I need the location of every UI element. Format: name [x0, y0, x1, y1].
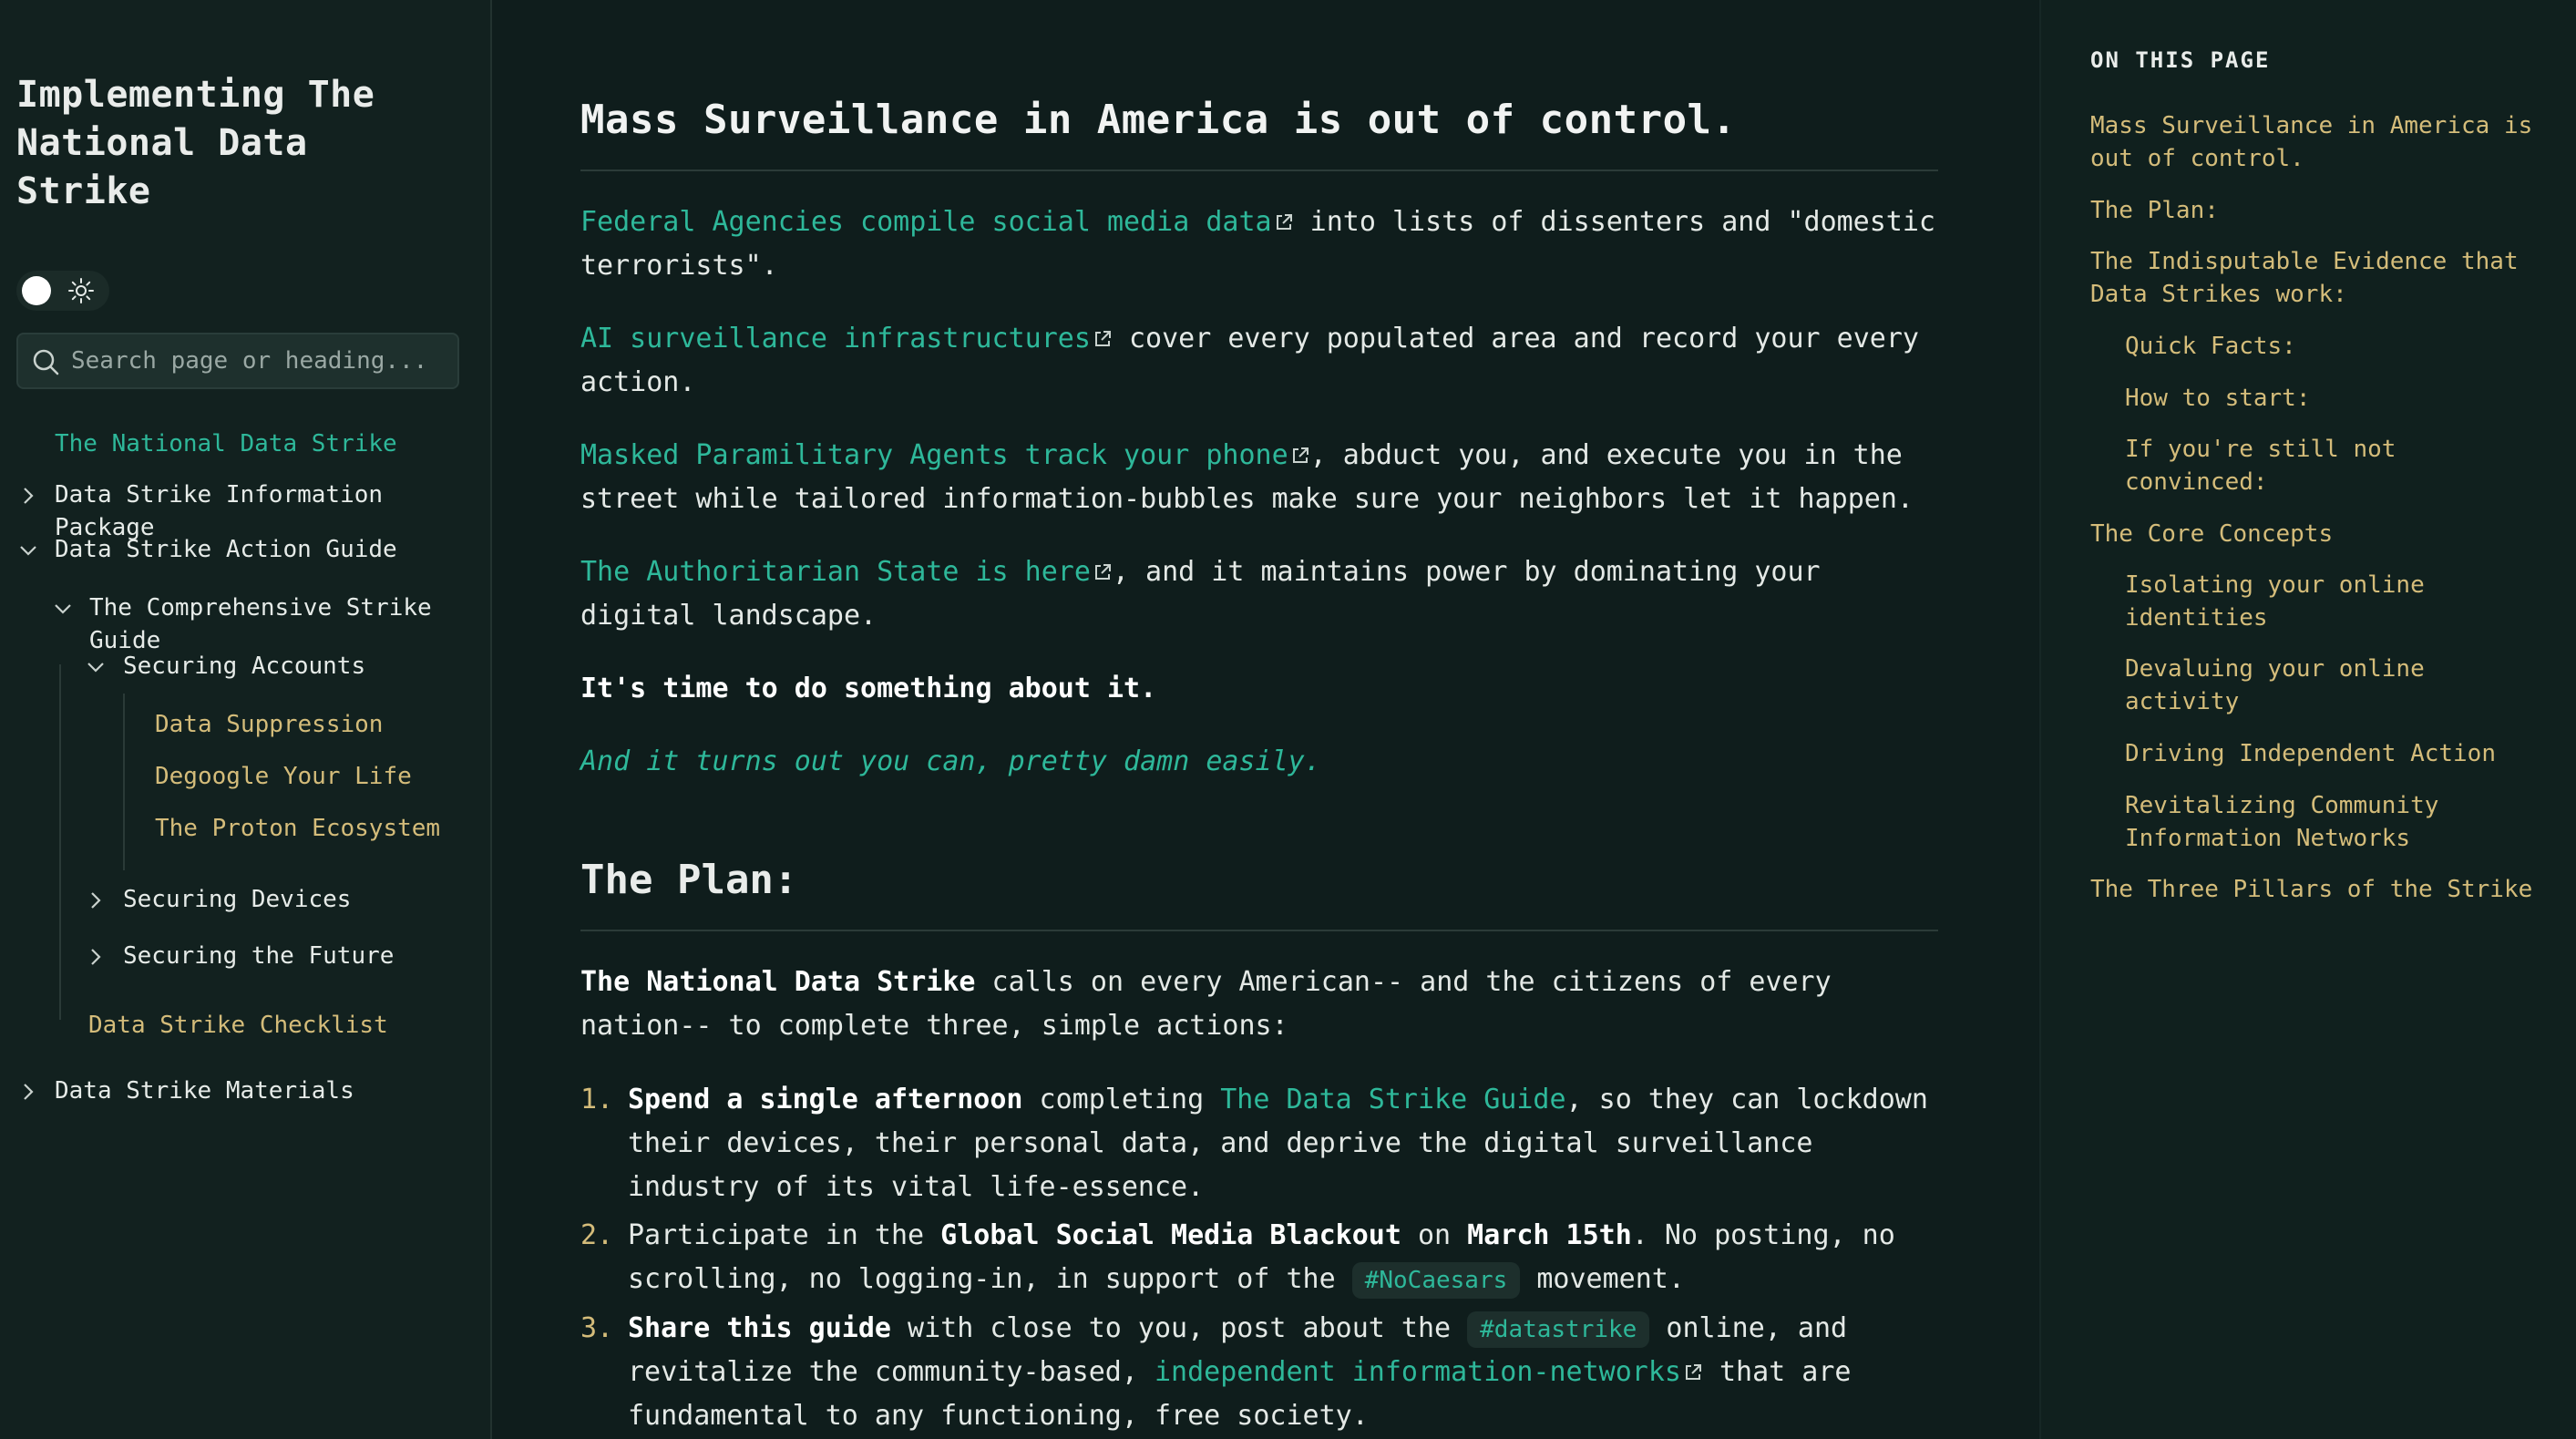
- toc-item[interactable]: The Core Concepts: [2090, 520, 2334, 548]
- link-info-networks[interactable]: independent information-networks: [1155, 1356, 1703, 1388]
- search-input[interactable]: [71, 334, 454, 387]
- step-number: 2.: [580, 1219, 614, 1251]
- chevron-down-icon[interactable]: [53, 599, 73, 619]
- paragraph-1-text: into lists of dissenters and "domestic terrorists".: [580, 206, 1935, 282]
- sidebar-nav: [16, 411, 472, 1231]
- toc-item[interactable]: Revitalizing Community Information Networks: [2125, 792, 2439, 852]
- paragraph-2: [580, 317, 1938, 405]
- hashtag-nocaesars[interactable]: #NoCaesars: [1352, 1262, 1521, 1299]
- step-number: 3.: [580, 1312, 614, 1344]
- chevron-right-icon[interactable]: [86, 890, 106, 910]
- chevron-down-icon[interactable]: [18, 540, 38, 560]
- chevron-right-icon[interactable]: [18, 486, 38, 506]
- hashtag-datastrike[interactable]: #datastrike: [1467, 1311, 1649, 1348]
- paragraph-4: [580, 550, 1938, 638]
- nav-info-package[interactable]: Data Strike Information Package: [55, 481, 384, 541]
- nav-materials[interactable]: Data Strike Materials: [55, 1077, 354, 1105]
- toc-item[interactable]: The Three Pillars of the Strike: [2090, 876, 2533, 903]
- plan-intro: [580, 961, 1938, 1048]
- step-3-text: Share this guide with close to you, post about the #datastrike online, and revitalize the community-based, independent information-networks that are fundamental to any functioning, free society.: [628, 1312, 1852, 1432]
- theme-toggle[interactable]: [16, 271, 109, 311]
- sun-icon: [67, 277, 95, 304]
- step-2-text: Participate in the Global Social Media Blackout on March 15th. No posting, no scrolling, no logging-in, in support of the #NoCaesars movement.: [628, 1214, 1940, 1301]
- nav-securing-future[interactable]: Securing the Future: [123, 942, 395, 970]
- toc-item[interactable]: How to start:: [2125, 385, 2311, 412]
- section-divider: [580, 930, 1938, 931]
- tree-line: [59, 664, 61, 1020]
- nav-action-guide[interactable]: Data Strike Action Guide: [55, 536, 397, 563]
- chevron-down-icon[interactable]: [86, 657, 106, 677]
- search-icon: [31, 347, 60, 376]
- paragraph-3: [580, 434, 1938, 521]
- toc-item[interactable]: If you're still not convinced:: [2125, 436, 2396, 496]
- link-federal-agencies[interactable]: Federal Agencies compile social media data: [580, 206, 1294, 238]
- plan-intro-text: calls on every American-- and the citizens of every nation-- to complete three, simple actions:: [580, 966, 1832, 1042]
- sidebar: [0, 0, 492, 1439]
- nav-home[interactable]: The National Data Strike: [55, 430, 397, 457]
- nav-securing-devices[interactable]: Securing Devices: [123, 886, 352, 913]
- paragraph-4-text: , and it maintains power by dominating your digital landscape.: [580, 556, 1821, 632]
- heading-divider: [580, 170, 1938, 171]
- nav-proton[interactable]: The Proton Ecosystem: [155, 815, 441, 842]
- paragraph-3-text: , abduct you, and execute you in the street while tailored information-bubbles make sure your neighbors let it happen.: [580, 439, 1914, 515]
- page-heading: Mass Surveillance in America is out of control.: [580, 97, 1737, 143]
- toc-item[interactable]: Quick Facts:: [2125, 333, 2296, 360]
- search-box[interactable]: [16, 333, 459, 389]
- toc-item[interactable]: Isolating your online identities: [2125, 571, 2425, 632]
- toc-item[interactable]: Driving Independent Action: [2125, 740, 2496, 767]
- nav-degoogle[interactable]: Degoogle Your Life: [155, 763, 412, 790]
- step-1-text: Spend a single afternoon completing The Data Strike Guide, so they can lockdown their devices, their personal data, and deprive the digital surveillance industry of its vital life-essence.: [628, 1084, 1928, 1203]
- toc-item[interactable]: Devaluing your online activity: [2125, 655, 2425, 715]
- call-to-action: It's time to do something about it.: [580, 673, 1157, 704]
- link-data-strike-guide[interactable]: The Data Strike Guide: [1220, 1084, 1566, 1115]
- toc-item[interactable]: The Indisputable Evidence that Data Strikes work:: [2090, 248, 2519, 308]
- theme-knob: [22, 276, 51, 305]
- table-of-contents: [2039, 0, 2576, 1439]
- site-title[interactable]: Implementing The National Data Strike: [16, 74, 375, 212]
- external-link-icon: [1274, 212, 1294, 232]
- toc-item[interactable]: The Plan:: [2090, 197, 2219, 224]
- nav-data-suppression[interactable]: Data Suppression: [155, 711, 384, 738]
- chevron-right-icon[interactable]: [18, 1082, 38, 1102]
- external-link-icon: [1093, 562, 1113, 582]
- external-link-icon: [1093, 329, 1113, 349]
- nav-securing-accounts[interactable]: Securing Accounts: [123, 653, 366, 680]
- link-authoritarian-state[interactable]: The Authoritarian State is here: [580, 556, 1113, 588]
- paragraph-2-text: cover every populated area and record your every action.: [580, 323, 1919, 398]
- external-link-icon: [1683, 1362, 1703, 1382]
- nav-checklist[interactable]: Data Strike Checklist: [88, 1012, 388, 1039]
- toc-item[interactable]: Mass Surveillance in America is out of control.: [2090, 112, 2533, 172]
- tree-line: [123, 694, 125, 870]
- toc-heading: ON THIS PAGE: [2090, 47, 2271, 73]
- link-masked-agents[interactable]: Masked Paramilitary Agents track your phone: [580, 439, 1310, 471]
- plan-strike-name: The National Data Strike: [580, 966, 976, 998]
- step-number: 1.: [580, 1084, 614, 1115]
- section-heading-plan: The Plan:: [580, 857, 798, 903]
- link-ai-surveillance[interactable]: AI surveillance infrastructures: [580, 323, 1113, 355]
- main-content: [580, 0, 1938, 1439]
- tagline: And it turns out you can, pretty damn easily.: [580, 745, 1321, 777]
- external-link-icon: [1290, 446, 1310, 466]
- nav-comprehensive-guide[interactable]: The Comprehensive Strike Guide: [89, 594, 432, 654]
- chevron-right-icon[interactable]: [86, 947, 106, 967]
- paragraph-1: [580, 200, 1938, 288]
